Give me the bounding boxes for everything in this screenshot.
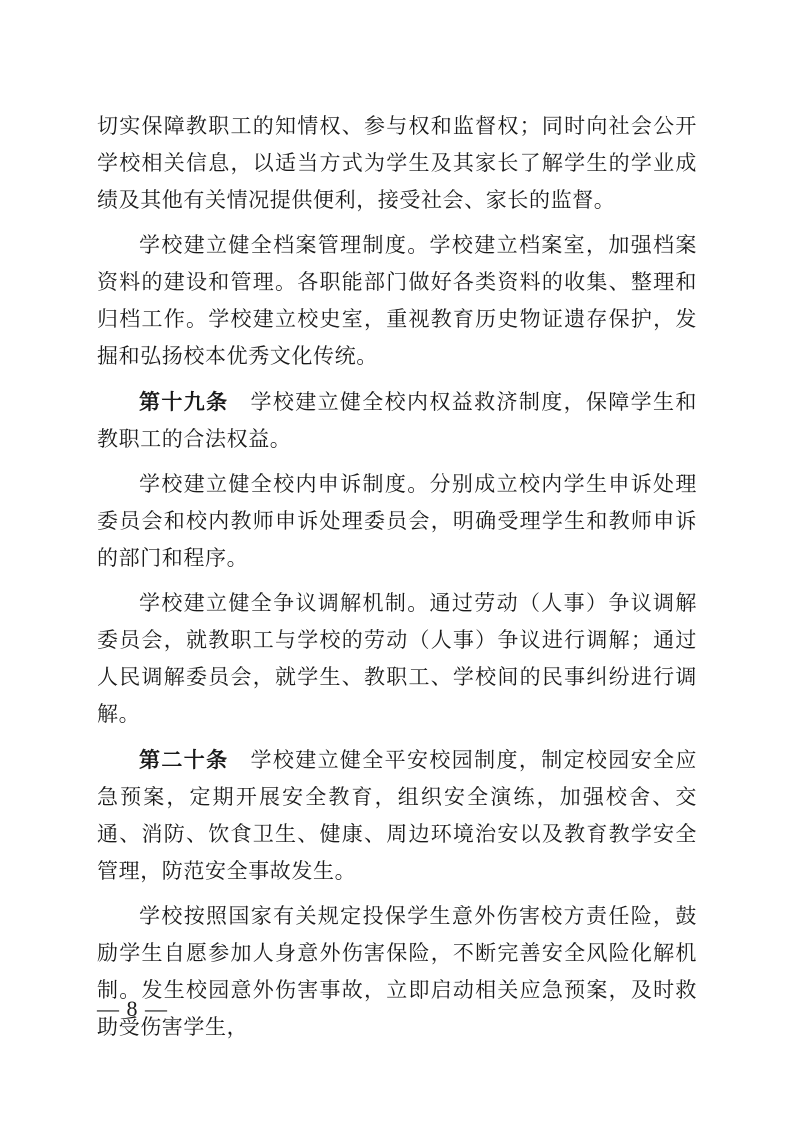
paragraph-2 (97, 227, 697, 375)
paragraph-text: 学校建立健全档案管理制度。学校建立档案室，加强档案资料的建设和管理。各职能部门做好各类资料的收集、整理和归档工作。学校建立校史室，重视教育历史物证遗存保护，发掘和弘扬校本优秀文化传统。 (97, 233, 697, 368)
article-number: 第二十条 (139, 747, 229, 772)
paragraph-text: 学校建立健全校内权益救济制度，保障学生和教职工的合法权益。 (97, 390, 698, 451)
paragraph-text: 学校建立健全校内申诉制度。分别成立校内学生申诉处理委员会和校内教师申诉处理委员会，明确受理学生和教师申诉的部门和程序。 (97, 472, 697, 570)
paragraph-1 (97, 108, 697, 219)
paragraph-text: 切实保障教职工的知情权、参与权和监督权；同时向社会公开学校相关信息，以适当方式为学生及其家长了解学生的学业成绩及其他有关情况提供便利，接受社会、家长的监督。 (97, 114, 697, 212)
paragraph-text: 学校按照国家有关规定投保学生意外伤害校方责任险，鼓励学生自愿参加人身意外伤害保险，不断完善安全风险化解机制。发生校园意外伤害事故，立即启动相关应急预案，及时救助受伤害学生， (97, 904, 697, 1039)
article-19 (97, 383, 697, 458)
paragraph-7 (97, 898, 697, 1046)
paragraph-5 (97, 585, 697, 733)
article-number: 第十九条 (139, 389, 229, 414)
paragraph-text: 学校建立健全争议调解机制。通过劳动（人事）争议调解委员会，就教职工与学校的劳动（人事）争议进行调解；通过人民调解委员会，就学生、教职工、学校间的民事纠纷进行调解。 (97, 591, 697, 726)
paragraph-text: 学校建立健全平安校园制度，制定校园安全应急预案，定期开展安全教育，组织安全演练，加强校舍、交通、消防、饮食卫生、健康、周边环境治安以及教育教学安全管理，防范安全事故发生。 (97, 748, 698, 883)
page-number: — 8 — (97, 996, 168, 1021)
article-20 (97, 741, 697, 890)
paragraph-4 (97, 466, 697, 577)
document-body (97, 108, 697, 1054)
